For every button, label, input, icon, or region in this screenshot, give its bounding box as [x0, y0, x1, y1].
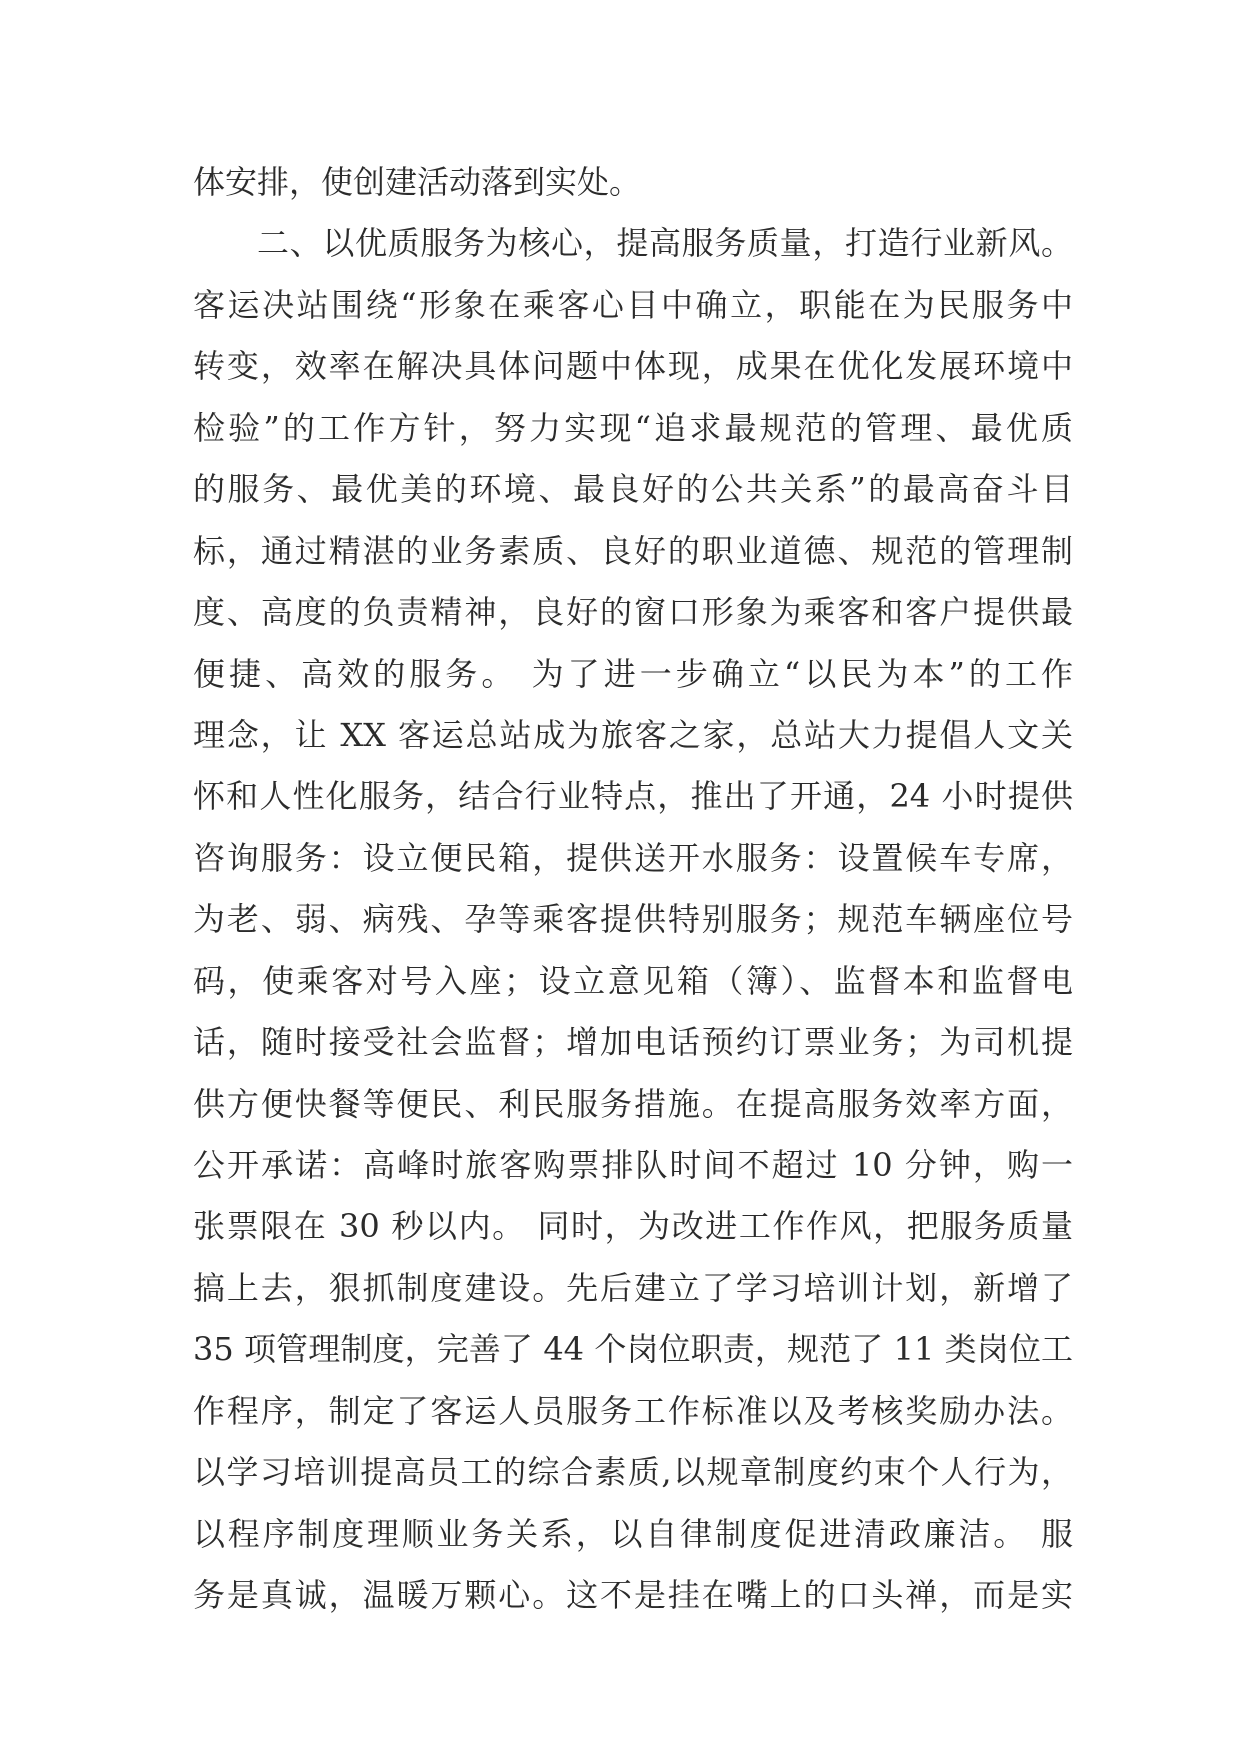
- text-line: 以程序制度理顺业务关系，以自律制度促进清政廉洁。 服: [193, 1514, 1073, 1553]
- body-text: [193, 152, 1073, 1627]
- text-line: 为老、弱、病残、孕等乘客提供特别服务；规范车辆座位号: [193, 900, 1073, 939]
- section-heading-line: 二、以优质服务为核心，提高服务质量，打造行业新风。: [257, 224, 1073, 263]
- text-line: 作程序，制定了客运人员服务工作标准以及考核奖励办法。: [193, 1391, 1073, 1430]
- text-line: 张票限在 30 秒以内。 同时，为改进工作作风，把服务质量: [193, 1207, 1073, 1246]
- text-line: 以学习培训提高员工的综合素质,以规章制度约束个人行为，: [193, 1453, 1073, 1492]
- text-line: 标，通过精湛的业务素质、良好的职业道德、规范的管理制: [193, 531, 1073, 570]
- text-line: 体安排，使创建活动落到实处。: [193, 163, 642, 201]
- text-line: 的服务、最优美的环境、最良好的公共关系”的最高奋斗目: [193, 470, 1073, 509]
- text-line: 话，随时接受社会监督；增加电话预约订票业务；为司机提: [193, 1023, 1073, 1062]
- text-line: 务是真诚，温暖万颗心。这不是挂在嘴上的口头禅，而是实: [193, 1576, 1073, 1615]
- text-line: 供方便快餐等便民、利民服务措施。在提高服务效率方面，: [193, 1084, 1073, 1123]
- text-line: 度、高度的负责精神，良好的窗口形象为乘客和客户提供最: [193, 593, 1073, 632]
- text-line: 理念，让 XX 客运总站成为旅客之家，总站大力提倡人文关: [193, 715, 1073, 754]
- text-line: 检验”的工作方针，努力实现“追求最规范的管理、最优质: [193, 408, 1073, 447]
- text-line: 35 项管理制度，完善了 44 个岗位职责，规范了 11 类岗位工: [193, 1330, 1073, 1369]
- text-line: 怀和人性化服务，结合行业特点，推出了开通，24 小时提供: [193, 777, 1073, 816]
- text-line: 客运决站围绕“形象在乘客心目中确立，职能在为民服务中: [193, 285, 1073, 324]
- text-line: 转变，效率在解决具体问题中体现，成果在优化发展环境中: [193, 347, 1073, 386]
- text-line: 搞上去，狠抓制度建设。先后建立了学习培训计划，新增了: [193, 1268, 1073, 1307]
- text-line: 公开承诺：高峰时旅客购票排队时间不超过 10 分钟，购一: [193, 1146, 1073, 1184]
- text-line: 码，使乘客对号入座；设立意见箱（簿）、监督本和监督电: [193, 961, 1073, 1000]
- text-line: 咨询服务：设立便民箱，提供送开水服务：设置候车专席，: [193, 838, 1073, 877]
- text-line: 便捷、高效的服务。 为了进一步确立“以民为本”的工作: [193, 654, 1073, 693]
